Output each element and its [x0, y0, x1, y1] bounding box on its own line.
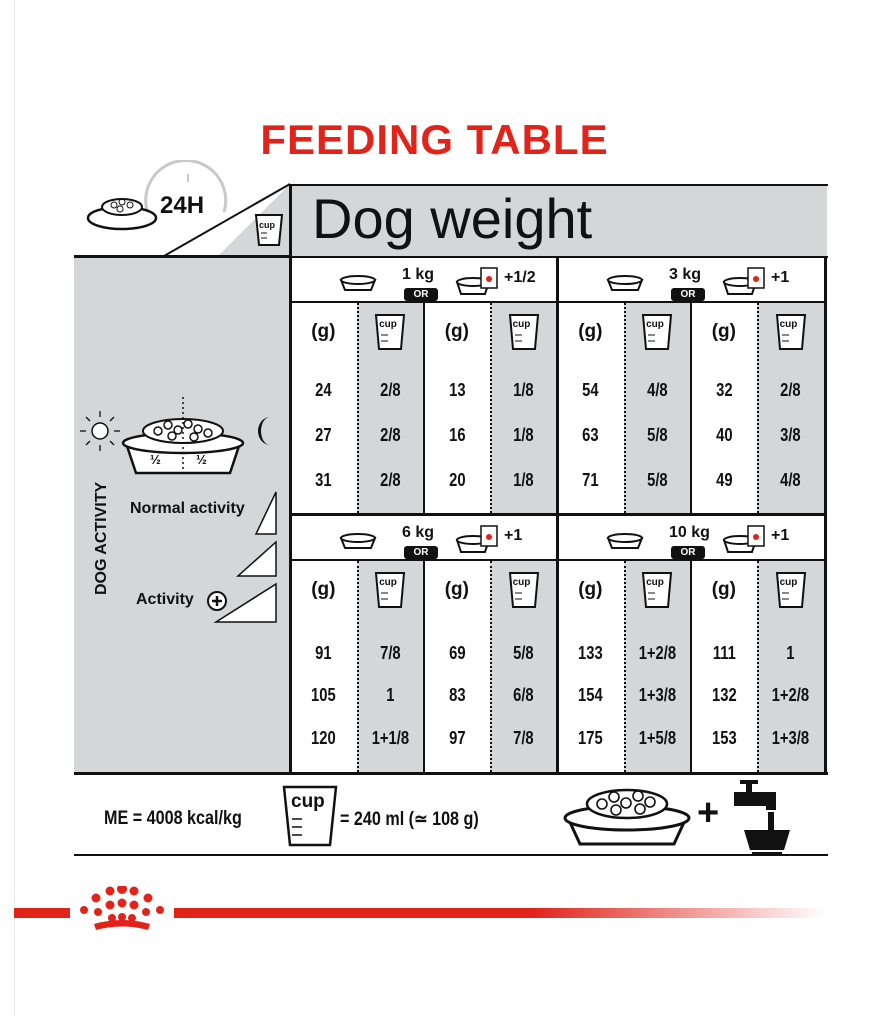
grams-value: 132	[711, 685, 737, 705]
grams-value: 175	[578, 728, 603, 748]
cup-value: 1/8	[513, 380, 534, 400]
brand-bar-right	[174, 908, 826, 918]
or-badge: OR	[671, 546, 705, 559]
cup-icon	[254, 213, 284, 247]
cup-icon	[508, 313, 540, 351]
grams-header: (g)	[711, 321, 736, 342]
grams-value: 24	[315, 380, 332, 400]
food-bowl-icon	[86, 190, 158, 232]
cup-icon-label: cup	[259, 220, 276, 230]
cup-value: 6/8	[513, 685, 534, 705]
cup-icon	[775, 571, 807, 609]
dotted-divider	[624, 303, 626, 513]
sun-icon	[80, 411, 120, 451]
cup-value: 5/8	[513, 643, 534, 663]
grams-value: 154	[578, 685, 603, 705]
or-badge: OR	[404, 546, 438, 559]
metabolizable-energy: ME = 4008 kcal/kg	[104, 808, 242, 829]
cup-value: 1+2/8	[638, 643, 676, 663]
grams-value: 69	[448, 643, 466, 663]
grams-value: 91	[315, 643, 332, 663]
grams-value: 13	[448, 380, 466, 400]
cup-value: 2/8	[379, 425, 401, 445]
dotted-divider	[357, 303, 359, 513]
cup-value: 1+3/8	[638, 685, 676, 705]
moon-icon	[258, 417, 270, 445]
pouch-amount: +1	[771, 269, 790, 286]
wet-pouch-bowl-icon	[722, 266, 770, 296]
pouch-amount: +1/2	[504, 269, 536, 286]
cup-value: 4/8	[780, 470, 801, 490]
pouch-amount: +1	[771, 527, 790, 544]
dog-weight-title: Dog weight	[312, 187, 593, 250]
cup-icon	[641, 571, 673, 609]
cup-icon	[374, 313, 406, 351]
dotted-divider	[757, 303, 759, 513]
cup-value: 1+5/8	[638, 728, 676, 748]
cup-value: 1+3/8	[771, 728, 810, 748]
cup-value: 1/8	[513, 470, 534, 490]
cup-value: 2/8	[780, 380, 801, 400]
grams-value: 111	[712, 643, 736, 663]
footer-plus: +	[697, 792, 720, 834]
cup-icon-label: cup	[779, 319, 798, 330]
grams-value: 63	[582, 425, 599, 445]
grams-value: 16	[448, 425, 466, 445]
grams-value: 49	[715, 470, 733, 490]
wet-pouch-bowl-icon	[455, 524, 503, 554]
half-right: ½	[196, 452, 207, 467]
grams-value: 31	[315, 470, 332, 490]
cup-value: 4/8	[646, 380, 668, 400]
normal-activity-label: Normal activity	[130, 500, 245, 517]
grams-header: (g)	[444, 579, 469, 600]
cup-value: 2/8	[379, 380, 401, 400]
grams-value: 133	[578, 643, 603, 663]
grams-value: 71	[582, 470, 599, 490]
water-tap-icon	[730, 778, 792, 858]
cup-icon-label: cup	[379, 319, 397, 330]
cup-value: 5/8	[646, 425, 668, 445]
grams-header: (g)	[578, 579, 603, 600]
grams-value: 120	[311, 728, 336, 748]
cup-value: 7/8	[513, 728, 534, 748]
dotted-divider	[490, 303, 492, 513]
pouch-amount: +1	[504, 527, 523, 544]
grams-value: 83	[448, 685, 466, 705]
cup-value: 1+2/8	[771, 685, 810, 705]
half-left: ½	[150, 452, 161, 467]
cup-equivalence: = 240 ml (≃ 108 g)	[340, 809, 479, 830]
footer-cup-icon	[282, 785, 338, 847]
cup-value: 1	[786, 643, 795, 663]
small-bowl-icon	[605, 532, 645, 550]
cup-icon-label: cup	[779, 577, 798, 588]
weight-label: 1 kg	[402, 266, 435, 283]
grams-value: 32	[715, 380, 733, 400]
cup-value: 7/8	[379, 643, 401, 663]
grams-value: 27	[315, 425, 332, 445]
cup-value: 2/8	[379, 470, 401, 490]
crown-logo-icon	[76, 886, 168, 936]
grams-header: (g)	[311, 579, 336, 600]
cup-icon-label: cup	[646, 577, 664, 588]
grams-value: 54	[582, 380, 599, 400]
footer-cup-label: cup	[291, 791, 325, 812]
activity-label: Activity	[136, 591, 194, 608]
small-bowl-icon	[338, 274, 378, 292]
weight-label: 6 kg	[402, 524, 435, 541]
wet-pouch-bowl-icon	[455, 266, 503, 296]
grams-value: 153	[711, 728, 737, 748]
cup-icon-label: cup	[379, 577, 397, 588]
wet-pouch-bowl-icon	[722, 524, 770, 554]
dotted-divider	[490, 561, 492, 772]
cup-icon-label: cup	[512, 577, 531, 588]
grams-header: (g)	[578, 321, 603, 342]
cup-value: 1/8	[513, 425, 534, 445]
or-badge: OR	[404, 288, 438, 301]
grams-value: 40	[715, 425, 733, 445]
grams-header: (g)	[711, 579, 736, 600]
cup-icon-label: cup	[646, 319, 664, 330]
weight-label: 10 kg	[669, 524, 710, 541]
grams-value: 97	[448, 728, 466, 748]
large-food-bowl-icon	[560, 778, 695, 848]
weight-label: 3 kg	[669, 266, 702, 283]
dotted-divider	[624, 561, 626, 772]
small-bowl-icon	[605, 274, 645, 292]
cup-icon	[775, 313, 807, 351]
small-bowl-icon	[338, 532, 378, 550]
plus-circle-icon	[206, 590, 228, 612]
grams-value: 105	[311, 685, 336, 705]
cup-value: 1	[386, 685, 395, 705]
hours-label: 24H	[160, 192, 205, 219]
cup-icon	[374, 571, 406, 609]
day-night-bowl	[80, 395, 290, 485]
grams-value: 20	[448, 470, 466, 490]
dotted-divider	[757, 561, 759, 772]
or-badge: OR	[671, 288, 705, 301]
dog-activity-label: DOG ACTIVITY	[93, 481, 110, 595]
cup-value: 5/8	[646, 470, 668, 490]
dotted-divider	[357, 561, 359, 772]
brand-bar-left	[14, 908, 70, 918]
grams-header: (g)	[444, 321, 469, 342]
cup-icon	[508, 571, 540, 609]
grams-header: (g)	[311, 321, 336, 342]
cup-value: 1+1/8	[371, 728, 409, 748]
cup-icon-label: cup	[512, 319, 531, 330]
cup-value: 3/8	[780, 425, 801, 445]
cup-icon	[641, 313, 673, 351]
page-title: FEEDING TABLE	[260, 116, 609, 163]
